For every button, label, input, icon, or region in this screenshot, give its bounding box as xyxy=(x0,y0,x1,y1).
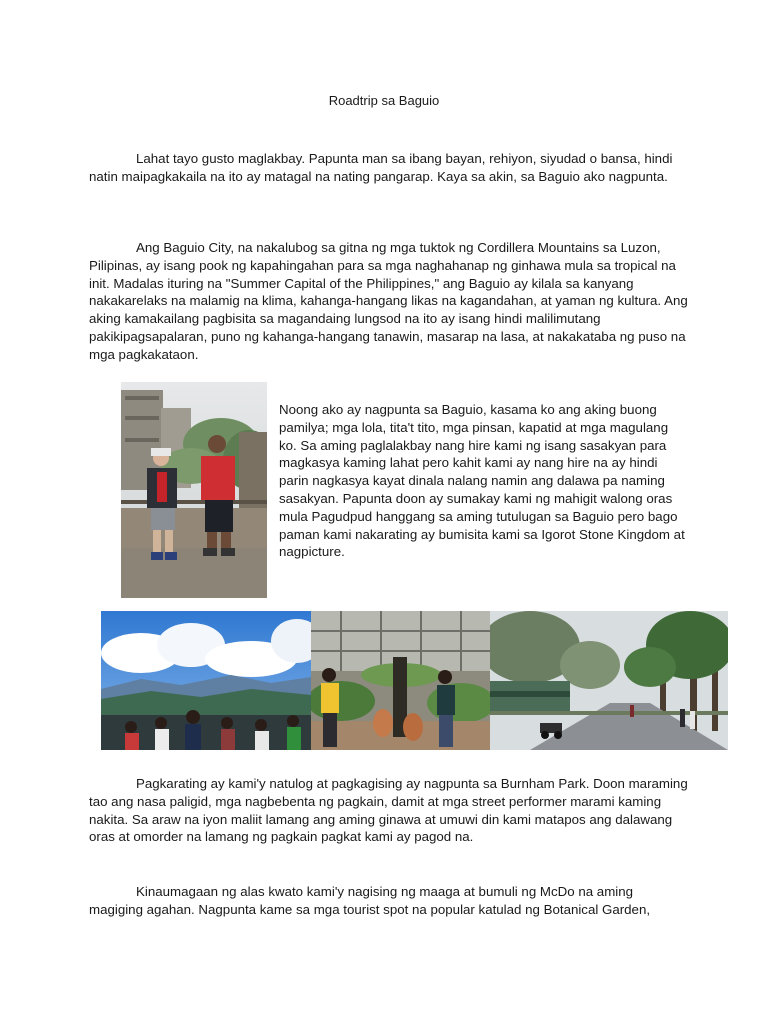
photo-park-road xyxy=(490,611,728,750)
paragraph-family-trip: Noong ako ay nagpunta sa Baguio, kasama ko ang aking buong pamilya; mga lola, tita't tito, mga pinsan, kapatid at mga magulang ko. Sa aming paglalakbay nang hire kami ng isang sasakyan para magkasya kaming lahat pero kahit kami ay nang hire na ay hindi parin nagkasya kayat dinala nalang namin ang dalawa pa naming sasakyan. Papunta doon ay sumakay kami ng mahigit walong oras mula Pagudpud hanggang sa aming tutulugan sa Baguio pero bago paman kami nakarating ay bumisita kami sa Igorot Stone Kingdom at nagpicture. xyxy=(279,402,685,560)
paragraph-baguio-city: Ang Baguio City, na nakalubog sa gitna ng mga tuktok ng Cordillera Mountains sa Luzon, Pilipinas, ay isang pook ng kapahingahan para sa mga naghahanap ng ginhawa mula sa tropical na init. Madalas ituring na "Summer Capital of the Philippines," ang Baguio ay kilala sa kanyang nakakarelaks na malamig na klima, kahanga-hangang likas na kagandahan, at yaman ng kultura. Ang aking kamakailang pagbisita sa magandaing lungsod na ito ay isang hindi malilimutang pakikipagsapalaran, puno ng kahanga-hangang tanawin, masarap na lasa, at nakakataba ng puso na mga pagkakataon. xyxy=(89,240,688,362)
paragraph-burnham-park: Pagkarating ay kami'y natulog at pagkagising ay nagpunta sa Burnham Park. Doon maraming tao ang nasa paligid, mga nagbebenta ng pagkain, damit at mga street performer marami kaming nakita. Sa araw na iyon maliit lamang ang aming ginawa at umuwi din kami matapos ang dalawang oras at omorder na lamang ng pagkain pagkat kami ay pagod na. xyxy=(89,776,688,845)
photo-garden-sign xyxy=(311,611,490,750)
paragraph-intro: Lahat tayo gusto maglakbay. Papunta man sa ibang bayan, rehiyon, siyudad o bansa, hindi natin maipagkakaila na ito ay matagal na nating pangarap. Kaya sa akin, sa Baguio ako nagpunta. xyxy=(89,151,673,184)
paragraph-next-morning: Kinaumagaan ng alas kwato kami'y nagising ng maaga at bumuli ng McDo na aming magiging agahan. Nagpunta kame sa mga tourist spot na popular katulad ng Botanical Garden, xyxy=(89,884,651,917)
photo-family-stone-kingdom xyxy=(121,382,267,598)
document-title: Roadtrip sa Baguio xyxy=(328,93,440,108)
photo-mountain-viewpoint xyxy=(101,611,311,750)
